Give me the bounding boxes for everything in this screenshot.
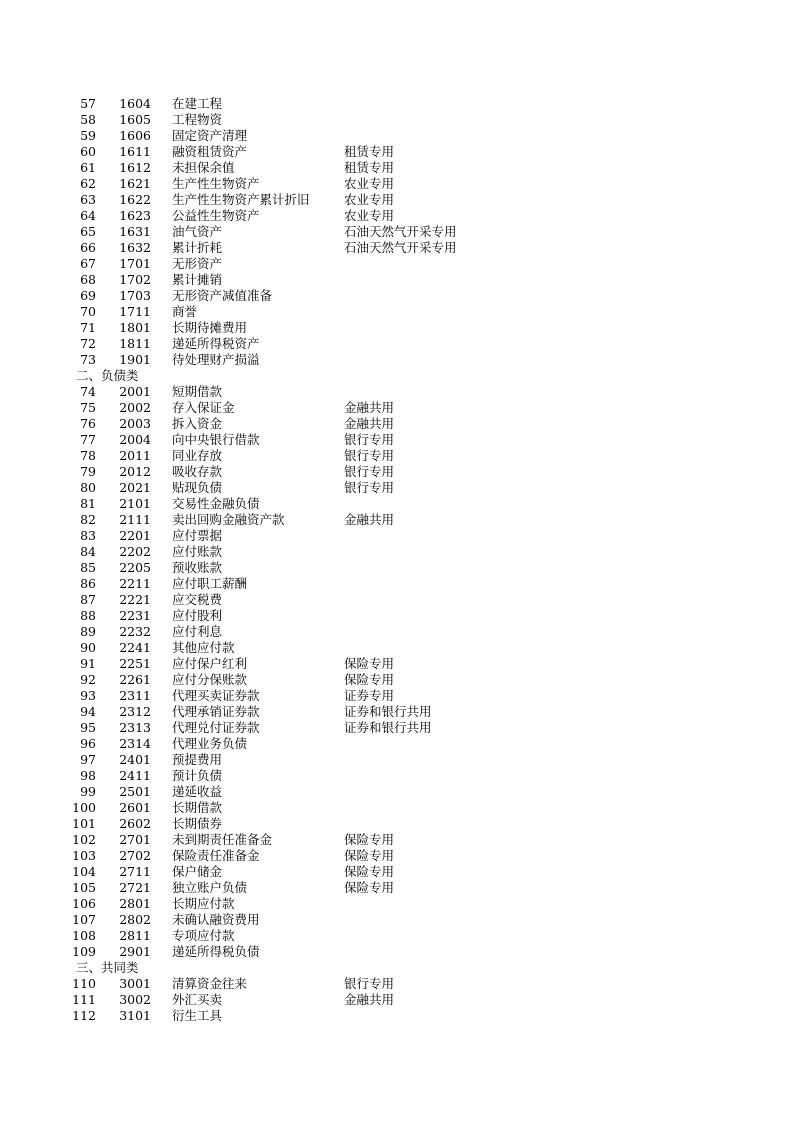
account-code: 1701 [119,256,151,271]
account-name: 拆入资金 [172,416,223,431]
account-note: 银行专用 [344,976,395,991]
account-name: 独立账户负债 [172,880,248,895]
account-name: 专项应付款 [172,928,235,943]
table-row [0,704,793,720]
account-name: 工程物资 [172,112,223,127]
account-code: 1621 [119,176,151,191]
table-row [0,288,793,304]
account-code: 2012 [119,464,151,479]
row-number: 70 [80,304,96,319]
account-name: 外汇买卖 [172,992,223,1007]
account-code: 2021 [119,480,151,495]
account-code: 2314 [119,736,151,751]
table-row [0,576,793,592]
table-row [0,784,793,800]
account-name: 其他应付款 [172,640,235,655]
account-code: 2721 [119,880,151,895]
table-row [0,384,793,400]
row-number: 101 [72,816,96,831]
account-name: 待处理财产损溢 [172,352,260,367]
account-name: 吸收存款 [172,464,223,479]
account-code: 2241 [119,640,151,655]
account-name: 固定资产清理 [172,128,248,143]
table-row [0,112,793,128]
account-name: 应付利息 [172,624,223,639]
section-title: 二、负债类 [76,368,139,383]
row-number: 66 [80,240,96,255]
account-code: 3002 [119,992,151,1007]
table-row [0,464,793,480]
row-number: 80 [80,480,96,495]
row-number: 89 [80,624,96,639]
account-code: 2802 [119,912,151,927]
row-number: 69 [80,288,96,303]
account-code: 1612 [119,160,151,175]
account-name: 贴现负债 [172,480,223,495]
account-code: 1702 [119,272,151,287]
table-row [0,912,793,928]
table-row [0,832,793,848]
table-row [0,496,793,512]
account-code: 2801 [119,896,151,911]
account-note: 银行专用 [344,448,395,463]
account-name: 未确认融资费用 [172,912,260,927]
account-name: 递延所得税资产 [172,336,260,351]
table-row [0,992,793,1008]
row-number: 64 [80,208,96,223]
account-name: 同业存放 [172,448,223,463]
account-name: 应付股利 [172,608,223,623]
table-row [0,560,793,576]
table-row [0,880,793,896]
table-row [0,624,793,640]
account-name: 清算资金往来 [172,976,248,991]
row-number: 63 [80,192,96,207]
account-note: 金融共用 [344,512,395,527]
account-note: 金融共用 [344,416,395,431]
row-number: 87 [80,592,96,607]
table-row [0,672,793,688]
account-note: 证券和银行共用 [344,720,432,735]
account-code: 2002 [119,400,151,415]
account-code: 2901 [119,944,151,959]
table-row [0,1008,793,1024]
account-code: 2411 [119,768,151,783]
table-row [0,800,793,816]
account-note: 金融共用 [344,400,395,415]
account-name: 长期债券 [172,816,223,831]
account-note: 保险专用 [344,672,395,687]
row-number: 105 [72,880,96,895]
account-code: 1611 [119,144,151,159]
account-note: 租赁专用 [344,144,395,159]
table-row [0,272,793,288]
table-row [0,608,793,624]
account-note: 保险专用 [344,864,395,879]
table-row [0,512,793,528]
table-row [0,976,793,992]
table-row [0,736,793,752]
table-row [0,848,793,864]
row-number: 77 [80,432,96,447]
row-number: 62 [80,176,96,191]
account-name: 长期借款 [172,800,223,815]
table-row [0,448,793,464]
account-name: 代理承销证券款 [172,704,260,719]
row-number: 109 [72,944,96,959]
table-row [0,592,793,608]
table-row [0,656,793,672]
account-code: 2311 [119,688,151,703]
account-code: 2003 [119,416,151,431]
account-code: 3001 [119,976,151,991]
account-name: 代理买卖证券款 [172,688,260,703]
table-row [0,416,793,432]
account-note: 农业专用 [344,176,395,191]
row-number: 88 [80,608,96,623]
account-note: 租赁专用 [344,160,395,175]
row-number: 76 [80,416,96,431]
row-number: 78 [80,448,96,463]
row-number: 98 [80,768,96,783]
account-name: 预提费用 [172,752,223,767]
account-code: 2701 [119,832,151,847]
account-code: 2011 [119,448,151,463]
row-number: 97 [80,752,96,767]
account-name: 应付保户红利 [172,656,248,671]
account-name: 代理兑付证券款 [172,720,260,735]
account-code: 1623 [119,208,151,223]
table-row [0,400,793,416]
account-name: 长期待摊费用 [172,320,248,335]
account-name: 卖出回购金融资产款 [172,512,285,527]
account-code: 2251 [119,656,151,671]
table-row [0,96,793,112]
account-code: 2501 [119,784,151,799]
row-number: 96 [80,736,96,751]
account-note: 农业专用 [344,192,395,207]
account-code: 1901 [119,352,151,367]
account-code: 2811 [119,928,151,943]
account-name: 衍生工具 [172,1008,223,1023]
row-number: 103 [72,848,96,863]
account-name: 保险责任准备金 [172,848,260,863]
row-number: 83 [80,528,96,543]
account-name: 预计负债 [172,768,223,783]
account-code: 2211 [119,576,151,591]
account-code: 2702 [119,848,151,863]
account-name: 应付票据 [172,528,223,543]
account-code: 2711 [119,864,151,879]
account-code: 1801 [119,320,151,335]
row-number: 108 [72,928,96,943]
account-code: 2004 [119,432,151,447]
account-code: 2221 [119,592,151,607]
account-code: 1604 [119,96,151,111]
table-row [0,816,793,832]
account-name: 应付职工薪酬 [172,576,248,591]
row-number: 92 [80,672,96,687]
table-row [0,304,793,320]
account-name: 累计折耗 [172,240,223,255]
row-number: 107 [72,912,96,927]
account-name: 无形资产 [172,256,223,271]
row-number: 84 [80,544,96,559]
row-number: 90 [80,640,96,655]
account-note: 保险专用 [344,848,395,863]
account-note: 石油天然气开采专用 [344,240,457,255]
account-code: 2602 [119,816,151,831]
account-code: 2101 [119,496,151,511]
row-number: 68 [80,272,96,287]
table-row [0,752,793,768]
account-name: 应交税费 [172,592,223,607]
table-row [0,224,793,240]
row-number: 104 [72,864,96,879]
account-note: 银行专用 [344,480,395,495]
table-row [0,160,793,176]
section-header-row [0,960,793,976]
account-name: 未担保余值 [172,160,235,175]
row-number: 95 [80,720,96,735]
row-number: 61 [80,160,96,175]
account-name: 递延收益 [172,784,223,799]
row-number: 112 [72,1008,96,1023]
table-row [0,208,793,224]
table-row [0,720,793,736]
row-number: 79 [80,464,96,479]
account-name: 油气资产 [172,224,223,239]
account-name: 融资租赁资产 [172,144,248,159]
table-row [0,320,793,336]
account-note: 保险专用 [344,656,395,671]
account-name: 递延所得税负债 [172,944,260,959]
row-number: 72 [80,336,96,351]
account-name: 公益性生物资产 [172,208,260,223]
account-name: 商誉 [172,304,198,319]
table-row [0,192,793,208]
account-note: 证券和银行共用 [344,704,432,719]
account-code: 1703 [119,288,151,303]
table-row [0,688,793,704]
account-name: 预收账款 [172,560,223,575]
account-name: 未到期责任准备金 [172,832,273,847]
account-name: 存入保证金 [172,400,235,415]
account-code: 2202 [119,544,151,559]
account-code: 1632 [119,240,151,255]
account-note: 保险专用 [344,880,395,895]
row-number: 93 [80,688,96,703]
table-row [0,528,793,544]
row-number: 73 [80,352,96,367]
row-number: 81 [80,496,96,511]
account-note: 农业专用 [344,208,395,223]
account-code: 2231 [119,608,151,623]
row-number: 110 [72,976,96,991]
row-number: 91 [80,656,96,671]
account-code: 2201 [119,528,151,543]
account-name: 保户储金 [172,864,223,879]
account-name: 应付账款 [172,544,223,559]
row-number: 65 [80,224,96,239]
account-code: 2261 [119,672,151,687]
table-row [0,944,793,960]
table-row [0,352,793,368]
table-row [0,480,793,496]
account-code: 2312 [119,704,151,719]
row-number: 58 [80,112,96,127]
account-code: 2401 [119,752,151,767]
row-number: 102 [72,832,96,847]
row-number: 71 [80,320,96,335]
row-number: 111 [72,992,96,1007]
table-row [0,432,793,448]
account-code: 1811 [119,336,151,351]
table-row [0,896,793,912]
account-name: 应付分保账款 [172,672,248,687]
account-note: 银行专用 [344,432,395,447]
account-note: 证券专用 [344,688,395,703]
table-row [0,544,793,560]
table-row [0,864,793,880]
account-code: 1711 [119,304,151,319]
account-name: 在建工程 [172,96,223,111]
account-name: 累计摊销 [172,272,223,287]
account-name: 代理业务负债 [172,736,248,751]
account-code: 1631 [119,224,151,239]
account-note: 银行专用 [344,464,395,479]
account-code: 2232 [119,624,151,639]
account-note: 石油天然气开采专用 [344,224,457,239]
row-number: 106 [72,896,96,911]
account-code: 1622 [119,192,151,207]
table-row [0,928,793,944]
account-code: 2601 [119,800,151,815]
section-title: 三、共同类 [76,960,139,975]
row-number: 85 [80,560,96,575]
row-number: 74 [80,384,96,399]
row-number: 94 [80,704,96,719]
account-note: 保险专用 [344,832,395,847]
table-row [0,256,793,272]
account-code: 1606 [119,128,151,143]
account-name: 短期借款 [172,384,223,399]
table-row [0,240,793,256]
table-row [0,336,793,352]
row-number: 82 [80,512,96,527]
table-row [0,128,793,144]
account-code: 2205 [119,560,151,575]
account-code: 2001 [119,384,151,399]
row-number: 100 [72,800,96,815]
table-row [0,176,793,192]
row-number: 86 [80,576,96,591]
row-number: 57 [80,96,96,111]
account-code: 3101 [119,1008,151,1023]
row-number: 60 [80,144,96,159]
account-note: 金融共用 [344,992,395,1007]
table-row [0,640,793,656]
section-header-row [0,368,793,384]
row-number: 67 [80,256,96,271]
account-name: 生产性生物资产累计折旧 [172,192,310,207]
table-row [0,768,793,784]
account-name: 向中央银行借款 [172,432,260,447]
account-name: 交易性金融负债 [172,496,260,511]
row-number: 99 [80,784,96,799]
account-name: 无形资产减值准备 [172,288,273,303]
row-number: 75 [80,400,96,415]
row-number: 59 [80,128,96,143]
account-code: 2111 [119,512,151,527]
account-code: 2313 [119,720,151,735]
accounts-table [0,96,793,1024]
account-code: 1605 [119,112,151,127]
account-name: 长期应付款 [172,896,235,911]
table-row [0,144,793,160]
account-name: 生产性生物资产 [172,176,260,191]
